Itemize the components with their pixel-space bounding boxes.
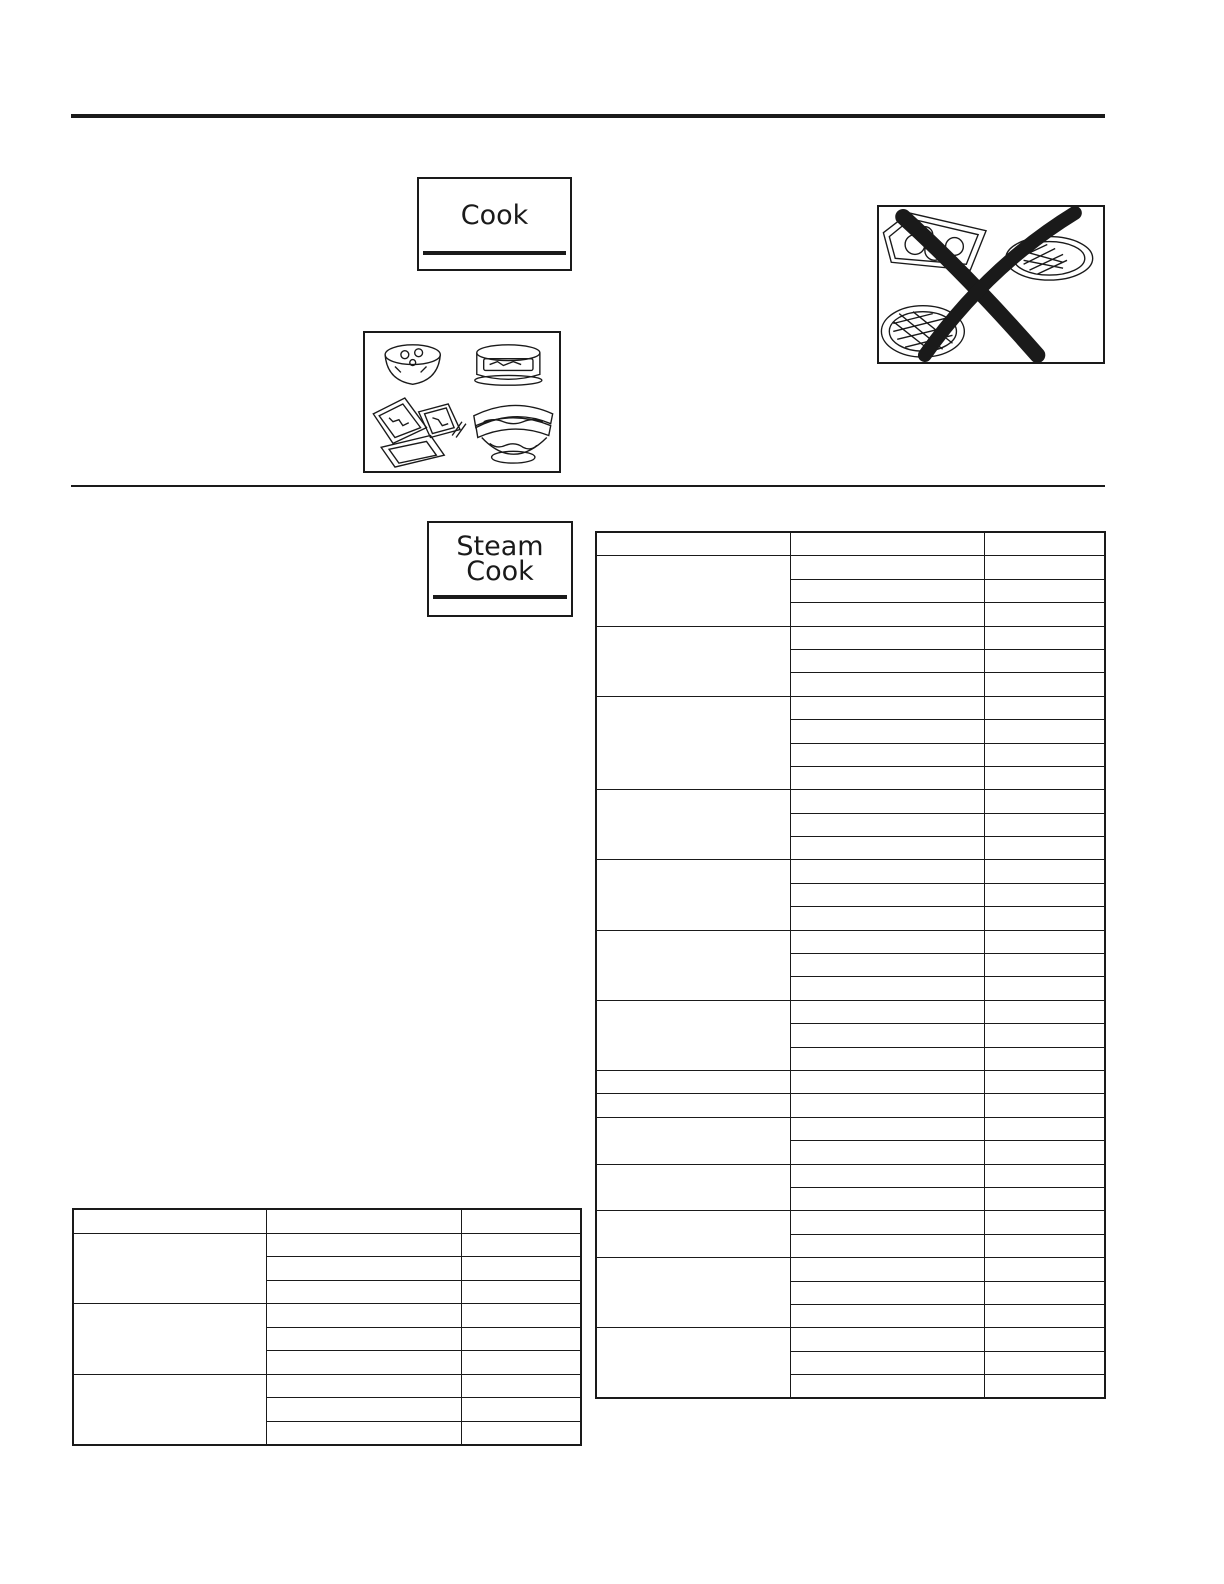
table-cell (790, 883, 984, 906)
table-cell (790, 930, 984, 953)
packaged-foods-illustration (363, 331, 561, 473)
table-cell (984, 1024, 1105, 1047)
table-cell (790, 766, 984, 789)
table-cell (984, 954, 1105, 977)
table-cell (461, 1398, 581, 1422)
table-cell (984, 626, 1105, 649)
table-cell (73, 1233, 266, 1304)
table-row (596, 860, 1105, 883)
table-cell (790, 1047, 984, 1070)
table-cell (596, 1211, 790, 1258)
table-cell (984, 883, 1105, 906)
table-cell (73, 1209, 266, 1233)
table-cell (984, 790, 1105, 813)
table-row (596, 1164, 1105, 1187)
table-cell (984, 1328, 1105, 1351)
table-cell (984, 1141, 1105, 1164)
table-row (596, 1094, 1105, 1117)
table-row (596, 1117, 1105, 1140)
table-cell (984, 603, 1105, 626)
table-row (73, 1374, 581, 1398)
table-cell (596, 556, 790, 626)
table-cell (790, 626, 984, 649)
table-cell (790, 1211, 984, 1234)
table-cell (984, 1117, 1105, 1140)
table-cell (984, 1351, 1105, 1374)
table-cell (984, 1211, 1105, 1234)
table-cell (984, 837, 1105, 860)
table-cell (984, 696, 1105, 719)
table-cell (596, 532, 790, 556)
table-cell (790, 1024, 984, 1047)
table-cell (984, 720, 1105, 743)
table-cell (461, 1257, 581, 1281)
table-cell (790, 532, 984, 556)
table-cell (596, 1000, 790, 1070)
table-cell (984, 907, 1105, 930)
table-cell (984, 977, 1105, 1000)
table-cell (790, 1141, 984, 1164)
table-cell (984, 1375, 1105, 1399)
left-settings-table (72, 1208, 582, 1446)
table-cell (73, 1304, 266, 1375)
table-row (596, 1258, 1105, 1281)
table-cell (790, 1328, 984, 1351)
table-cell (596, 790, 790, 860)
steam-cook-keypad-icon (427, 521, 573, 617)
table-cell (596, 930, 790, 1000)
table-row (596, 696, 1105, 719)
table-cell (984, 860, 1105, 883)
table-cell (596, 1328, 790, 1399)
table-cell (790, 1164, 984, 1187)
table-cell (984, 743, 1105, 766)
table-cell (790, 837, 984, 860)
table-row (596, 790, 1105, 813)
table-cell (790, 1351, 984, 1374)
table-cell (790, 673, 984, 696)
steam-cook-keypad-label: Steam Cook (456, 531, 544, 587)
top-rule (71, 114, 1105, 118)
table-cell (984, 556, 1105, 579)
cook-keypad-label: Cook (460, 199, 529, 231)
table-cell (790, 603, 984, 626)
table-cell (596, 1094, 790, 1117)
table-cell (266, 1398, 461, 1422)
table-cell (461, 1421, 581, 1445)
table-cell (790, 1000, 984, 1023)
table-row (73, 1233, 581, 1257)
table-cell (461, 1233, 581, 1257)
table-cell (984, 1000, 1105, 1023)
table-row (596, 1211, 1105, 1234)
table-cell (984, 1304, 1105, 1327)
table-cell (461, 1351, 581, 1375)
cook-keypad-icon (417, 177, 572, 271)
table-cell (790, 1304, 984, 1327)
table-cell (790, 720, 984, 743)
table-cell (596, 626, 790, 696)
table-cell (461, 1374, 581, 1398)
table-cell (266, 1257, 461, 1281)
table-cell (790, 790, 984, 813)
table-cell (461, 1209, 581, 1233)
table-cell (266, 1304, 461, 1328)
table-cell (984, 673, 1105, 696)
table-row (596, 1328, 1105, 1351)
table-cell (790, 1094, 984, 1117)
table-cell (266, 1421, 461, 1445)
table-cell (984, 813, 1105, 836)
crossed-out-foods-illustration (877, 205, 1105, 364)
table-cell (73, 1374, 266, 1445)
table-row (596, 930, 1105, 953)
table-cell (790, 860, 984, 883)
table-row (596, 1070, 1105, 1093)
table-cell (790, 1375, 984, 1399)
table-cell (790, 1234, 984, 1257)
table-cell (790, 977, 984, 1000)
table-cell (596, 1258, 790, 1328)
table-cell (984, 1258, 1105, 1281)
table-header-row (596, 532, 1105, 556)
table-cell (266, 1374, 461, 1398)
table-cell (790, 579, 984, 602)
table-cell (790, 1281, 984, 1304)
table-cell (596, 1070, 790, 1093)
table-cell (790, 954, 984, 977)
table-cell (790, 1258, 984, 1281)
table-cell (984, 1281, 1105, 1304)
table-header-row (73, 1209, 581, 1233)
table-cell (266, 1233, 461, 1257)
table-cell (596, 860, 790, 930)
table-cell (984, 532, 1105, 556)
table-cell (790, 556, 984, 579)
table-cell (984, 649, 1105, 672)
table-row (73, 1304, 581, 1328)
table-cell (984, 1187, 1105, 1210)
table-cell (266, 1209, 461, 1233)
table-cell (984, 1094, 1105, 1117)
table-cell (984, 766, 1105, 789)
table-cell (461, 1304, 581, 1328)
table-cell (790, 1070, 984, 1093)
table-cell (596, 1164, 790, 1211)
table-cell (790, 696, 984, 719)
table-cell (984, 1047, 1105, 1070)
table-cell (461, 1327, 581, 1351)
table-cell (790, 743, 984, 766)
table-cell (984, 930, 1105, 953)
table-cell (984, 1070, 1105, 1093)
table-row (596, 1000, 1105, 1023)
table-cell (790, 649, 984, 672)
table-cell (984, 1234, 1105, 1257)
table-cell (596, 1117, 790, 1164)
table-cell (984, 579, 1105, 602)
table-cell (984, 1164, 1105, 1187)
table-cell (790, 907, 984, 930)
table-cell (461, 1280, 581, 1304)
table-row (596, 626, 1105, 649)
right-settings-table (595, 531, 1106, 1399)
table-cell (266, 1351, 461, 1375)
table-cell (266, 1327, 461, 1351)
table-cell (266, 1280, 461, 1304)
table-row (596, 556, 1105, 579)
table-cell (790, 1187, 984, 1210)
table-cell (596, 696, 790, 790)
table-cell (790, 1117, 984, 1140)
table-cell (790, 813, 984, 836)
section-rule (71, 485, 1105, 487)
